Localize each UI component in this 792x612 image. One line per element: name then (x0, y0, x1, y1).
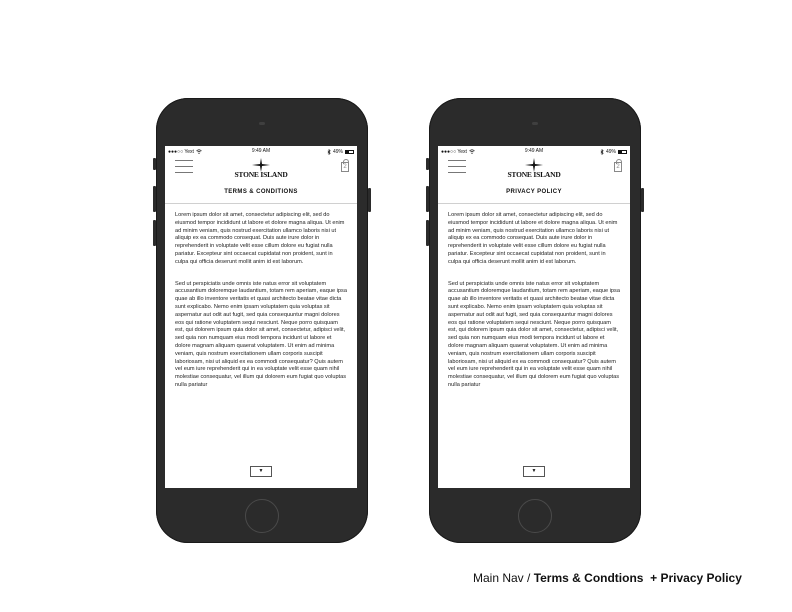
breadcrumb-caption (473, 571, 742, 585)
content-fade (165, 421, 357, 449)
battery-percent: 49% (605, 148, 616, 155)
content-area[interactable] (438, 204, 630, 449)
content-area[interactable] (165, 204, 357, 449)
content-fade (438, 421, 630, 449)
battery-icon (618, 150, 627, 154)
earpiece-speaker (259, 122, 265, 125)
volume-up-button (153, 186, 156, 212)
carrier-signal: ●●●○○ Yext (441, 148, 467, 155)
body-paragraph: Lorem ipsum dolor sit amet, consectetur adipiscing elit, sed do eiusmod tempor incididunt ut labore et dolore magna aliqua. Ut enim ad minim veniam, quis nostrud exercitation ullamco laboris nisi ut aliquip ex ea commodo consequat. Duis aute irure dolor in reprehenderit in voluptate velit esse cillum dolore eu fugiat nulla pariatur. Excepteur sint occaecat cupidatat non proident, sunt in culpa qui officia deserunt mollit anim id est laborum. (175, 212, 345, 265)
brand-logo[interactable] (499, 158, 569, 180)
mute-switch (153, 158, 156, 170)
body-paragraph: Sed ut perspiciatis unde omnis iste natus error sit voluptatem accusantium doloremque laudantium, totam rem aperiam, eaque ipsa quae ab illo inventore veritatis et quasi architecto beatae vitae dicta sunt explicabo. Nemo enim ipsam voluptatem quia voluptas sit aspernatur aut odit aut fugit, sed quia consequuntur magni dolores eos qui ratione voluptatem sequi nesciunt. Neque porro quisquam est, qui dolorem ipsum quia dolor sit amet, consectetur, adipisci velit, sed quia non numquam eius modi tempora incidunt ut labore et dolore magnam aliquam quaerat voluptatem. Ut enim ad minima veniam, quis nostrum exercitationem ullam corporis suscipit laboriosam, nisi ut aliquid ex ea commodi consequatur? Quis autem vel eum iure reprehenderit qui in ea voluptate velit esse quam nihil molestiae consequatur, vel illum qui dolorem eum fugiat quo voluptas nulla pariatur (175, 280, 347, 388)
volume-down-button (153, 220, 156, 246)
cart-count: 2 (616, 164, 620, 170)
hamburger-menu-icon[interactable] (448, 160, 466, 174)
status-time: 9:49 AM (524, 148, 544, 154)
phone-mockup-privacy (429, 98, 641, 543)
brand-name: STONE ISLAND (507, 170, 561, 179)
battery-fill (346, 151, 349, 153)
volume-up-button (426, 186, 429, 212)
power-button (368, 188, 371, 212)
page-title: PRIVACY POLICY (438, 181, 630, 204)
app-header (438, 157, 630, 181)
status-bar (438, 146, 630, 157)
status-bar (165, 146, 357, 157)
earpiece-speaker (532, 122, 538, 125)
brand-name: STONE ISLAND (234, 170, 288, 179)
volume-down-button (426, 220, 429, 246)
shopping-bag-icon[interactable] (614, 162, 622, 172)
status-time: 9:49 AM (251, 148, 271, 154)
home-button (518, 499, 552, 533)
caption-prefix: Main Nav / (473, 571, 534, 585)
caption-privacy: Privacy Policy (660, 571, 742, 585)
mute-switch (426, 158, 429, 170)
power-button (641, 188, 644, 212)
scroll-down-button[interactable]: ▼ (523, 466, 545, 477)
scroll-down-button[interactable]: ▼ (250, 466, 272, 477)
app-header (165, 157, 357, 181)
hamburger-menu-icon[interactable] (175, 160, 193, 174)
battery-percent: 49% (332, 148, 343, 155)
phone-screen (438, 146, 630, 488)
battery-icon (345, 150, 354, 154)
home-button (245, 499, 279, 533)
phone-mockup-terms (156, 98, 368, 543)
caption-joiner: + (643, 571, 661, 585)
carrier-signal: ●●●○○ Yext (168, 148, 194, 155)
body-paragraph: Sed ut perspiciatis unde omnis iste natus error sit voluptatem accusantium doloremque laudantium, totam rem aperiam, eaque ipsa quae ab illo inventore veritatis et quasi architecto beatae vitae dicta sunt explicabo. Nemo enim ipsam voluptatem quia voluptas sit aspernatur aut odit aut fugit, sed quia consequuntur magni dolores eos qui ratione voluptatem sequi nesciunt. Neque porro quisquam est, qui dolorem ipsum quia dolor sit amet, consectetur, adipisci velit, sed quia non numquam eius modi tempora incidunt ut labore et dolore magnam aliquam quaerat voluptatem. Ut enim ad minima veniam, quis nostrum exercitationem ullam corporis suscipit laboriosam, nisi ut aliquid ex ea commodi consequatur? Quis autem vel eum iure reprehenderit qui in ea voluptate velit esse quam nihil molestiae consequatur, vel illum qui dolorem eum fugiat quo voluptas nulla pariatur (448, 280, 620, 388)
caption-terms: Terms & Condtions (533, 571, 644, 585)
page-title: TERMS & CONDITIONS (165, 181, 357, 204)
cart-count: 2 (343, 164, 347, 170)
shopping-bag-icon[interactable] (341, 162, 349, 172)
body-paragraph: Lorem ipsum dolor sit amet, consectetur adipiscing elit, sed do eiusmod tempor incididunt ut labore et dolore magna aliqua. Ut enim ad minim veniam, quis nostrud exercitation ullamco laboris nisi ut aliquip ex ea commodo consequat. Duis aute irure dolor in reprehenderit in voluptate velit esse cillum dolore eu fugiat nulla pariatur. Excepteur sint occaecat cupidatat non proident, sunt in culpa qui officia deserunt mollit anim id est laborum. (448, 212, 618, 265)
brand-logo[interactable] (226, 158, 296, 180)
phone-screen (165, 146, 357, 488)
battery-fill (619, 151, 622, 153)
